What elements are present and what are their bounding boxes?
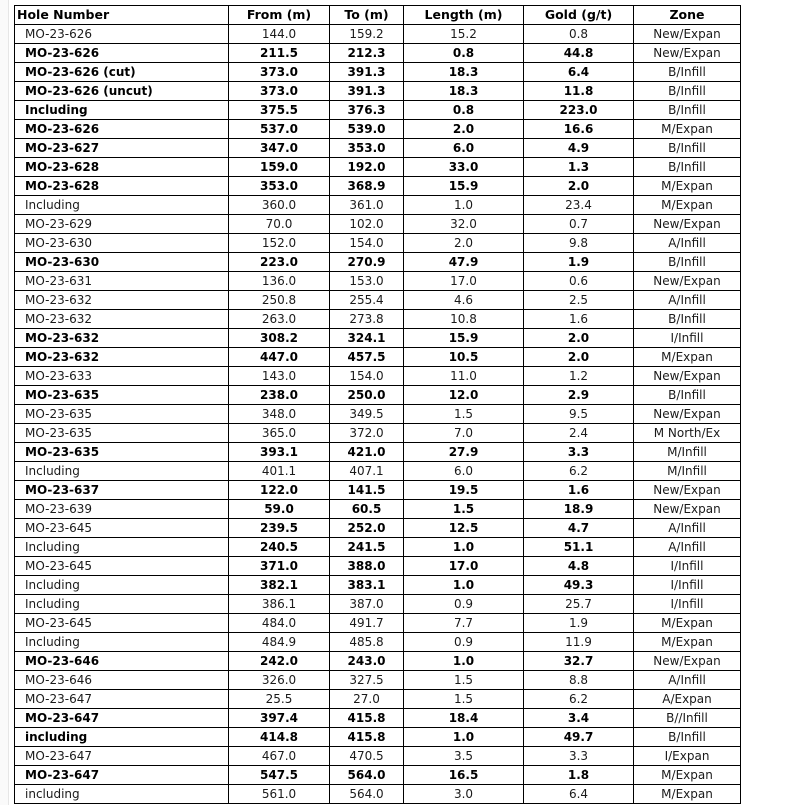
page-left-edge [0, 0, 9, 805]
from-cell: 238.0 [229, 386, 330, 405]
zone-cell: New/Expan [634, 25, 741, 44]
gold-cell: 2.0 [524, 329, 634, 348]
gold-cell: 1.6 [524, 310, 634, 329]
zone-cell: B/Infill [634, 158, 741, 177]
from-cell: 401.1 [229, 462, 330, 481]
length-cell: 17.0 [404, 272, 524, 291]
length-cell: 33.0 [404, 158, 524, 177]
gold-cell: 2.5 [524, 291, 634, 310]
table-row [15, 177, 741, 196]
to-cell: 255.4 [330, 291, 404, 310]
table-row [15, 728, 741, 747]
gold-cell: 1.9 [524, 614, 634, 633]
zone-cell: B/Infill [634, 728, 741, 747]
gold-cell: 11.9 [524, 633, 634, 652]
from-cell: 373.0 [229, 82, 330, 101]
to-cell: 192.0 [330, 158, 404, 177]
table-row [15, 633, 741, 652]
zone-cell: I/Infill [634, 595, 741, 614]
zone-cell: M/Expan [634, 348, 741, 367]
length-cell: 1.5 [404, 500, 524, 519]
hole-cell: including [15, 728, 229, 747]
to-cell: 539.0 [330, 120, 404, 139]
table-row [15, 272, 741, 291]
to-cell: 252.0 [330, 519, 404, 538]
zone-cell: I/Expan [634, 747, 741, 766]
zone-cell: M/Expan [634, 785, 741, 804]
header-length: Length (m) [404, 6, 524, 25]
from-cell: 484.9 [229, 633, 330, 652]
zone-cell: A/Infill [634, 234, 741, 253]
hole-cell: MO-23-632 [15, 291, 229, 310]
zone-cell: M/Expan [634, 120, 741, 139]
hole-cell: MO-23-635 [15, 424, 229, 443]
from-cell: 375.5 [229, 101, 330, 120]
to-cell: 407.1 [330, 462, 404, 481]
length-cell: 7.0 [404, 424, 524, 443]
zone-cell: New/Expan [634, 215, 741, 234]
table-row [15, 785, 741, 804]
zone-cell: A/Infill [634, 538, 741, 557]
length-cell: 3.0 [404, 785, 524, 804]
length-cell: 17.0 [404, 557, 524, 576]
zone-cell: M/Expan [634, 196, 741, 215]
gold-cell: 6.2 [524, 690, 634, 709]
from-cell: 239.5 [229, 519, 330, 538]
hole-cell: MO-23-647 [15, 690, 229, 709]
hole-cell: MO-23-635 [15, 386, 229, 405]
header-from: From (m) [229, 6, 330, 25]
to-cell: 159.2 [330, 25, 404, 44]
header-hole-number: Hole Number [15, 6, 229, 25]
length-cell: 12.5 [404, 519, 524, 538]
table-row [15, 595, 741, 614]
zone-cell: A/Infill [634, 519, 741, 538]
gold-cell: 3.3 [524, 747, 634, 766]
from-cell: 70.0 [229, 215, 330, 234]
to-cell: 372.0 [330, 424, 404, 443]
length-cell: 4.6 [404, 291, 524, 310]
table-row [15, 519, 741, 538]
to-cell: 491.7 [330, 614, 404, 633]
hole-cell: MO-23-645 [15, 519, 229, 538]
table-row [15, 709, 741, 728]
table-row [15, 215, 741, 234]
to-cell: 153.0 [330, 272, 404, 291]
hole-cell: Including [15, 462, 229, 481]
hole-cell: MO-23-646 [15, 652, 229, 671]
zone-cell: M/Expan [634, 766, 741, 785]
zone-cell: New/Expan [634, 481, 741, 500]
zone-cell: New/Expan [634, 272, 741, 291]
from-cell: 242.0 [229, 652, 330, 671]
table-row [15, 196, 741, 215]
gold-cell: 0.7 [524, 215, 634, 234]
from-cell: 144.0 [229, 25, 330, 44]
to-cell: 273.8 [330, 310, 404, 329]
table-row [15, 462, 741, 481]
hole-cell: MO-23-630 [15, 234, 229, 253]
from-cell: 382.1 [229, 576, 330, 595]
length-cell: 18.4 [404, 709, 524, 728]
zone-cell: I/Infill [634, 557, 741, 576]
length-cell: 12.0 [404, 386, 524, 405]
gold-cell: 4.8 [524, 557, 634, 576]
gold-cell: 2.0 [524, 177, 634, 196]
zone-cell: New/Expan [634, 500, 741, 519]
table-row [15, 120, 741, 139]
to-cell: 564.0 [330, 785, 404, 804]
gold-cell: 2.0 [524, 348, 634, 367]
table-row [15, 253, 741, 272]
table-row [15, 63, 741, 82]
zone-cell: B/Infill [634, 63, 741, 82]
zone-cell: B//Infill [634, 709, 741, 728]
table-row [15, 443, 741, 462]
zone-cell: I/Infill [634, 576, 741, 595]
from-cell: 467.0 [229, 747, 330, 766]
to-cell: 415.8 [330, 709, 404, 728]
from-cell: 353.0 [229, 177, 330, 196]
hole-cell: MO-23-628 [15, 177, 229, 196]
to-cell: 327.5 [330, 671, 404, 690]
from-cell: 373.0 [229, 63, 330, 82]
to-cell: 250.0 [330, 386, 404, 405]
length-cell: 10.5 [404, 348, 524, 367]
gold-cell: 9.8 [524, 234, 634, 253]
to-cell: 421.0 [330, 443, 404, 462]
gold-cell: 18.9 [524, 500, 634, 519]
length-cell: 1.0 [404, 728, 524, 747]
length-cell: 18.3 [404, 63, 524, 82]
from-cell: 308.2 [229, 329, 330, 348]
length-cell: 11.0 [404, 367, 524, 386]
header-zone: Zone [634, 6, 741, 25]
hole-cell: Including [15, 576, 229, 595]
zone-cell: M/Expan [634, 614, 741, 633]
hole-cell: MO-23-645 [15, 557, 229, 576]
length-cell: 0.8 [404, 101, 524, 120]
to-cell: 102.0 [330, 215, 404, 234]
to-cell: 470.5 [330, 747, 404, 766]
hole-cell: MO-23-626 (uncut) [15, 82, 229, 101]
length-cell: 1.0 [404, 196, 524, 215]
from-cell: 561.0 [229, 785, 330, 804]
from-cell: 484.0 [229, 614, 330, 633]
table-row [15, 367, 741, 386]
zone-cell: I/Infill [634, 329, 741, 348]
table-row [15, 25, 741, 44]
from-cell: 360.0 [229, 196, 330, 215]
gold-cell: 25.7 [524, 595, 634, 614]
hole-cell: MO-23-626 [15, 25, 229, 44]
length-cell: 10.8 [404, 310, 524, 329]
gold-cell: 6.2 [524, 462, 634, 481]
gold-cell: 3.3 [524, 443, 634, 462]
header-to: To (m) [330, 6, 404, 25]
table-row [15, 557, 741, 576]
hole-cell: MO-23-645 [15, 614, 229, 633]
to-cell: 353.0 [330, 139, 404, 158]
to-cell: 361.0 [330, 196, 404, 215]
table-row [15, 671, 741, 690]
to-cell: 368.9 [330, 177, 404, 196]
hole-cell: MO-23-637 [15, 481, 229, 500]
hole-cell: MO-23-626 (cut) [15, 63, 229, 82]
hole-cell: MO-23-626 [15, 44, 229, 63]
hole-cell: Including [15, 538, 229, 557]
hole-cell: MO-23-627 [15, 139, 229, 158]
length-cell: 47.9 [404, 253, 524, 272]
hole-cell: MO-23-631 [15, 272, 229, 291]
hole-cell: MO-23-632 [15, 348, 229, 367]
hole-cell: Including [15, 633, 229, 652]
from-cell: 159.0 [229, 158, 330, 177]
zone-cell: A/Infill [634, 291, 741, 310]
table-row [15, 158, 741, 177]
to-cell: 154.0 [330, 367, 404, 386]
from-cell: 223.0 [229, 253, 330, 272]
length-cell: 1.5 [404, 405, 524, 424]
from-cell: 136.0 [229, 272, 330, 291]
hole-cell: MO-23-626 [15, 120, 229, 139]
length-cell: 1.0 [404, 538, 524, 557]
to-cell: 457.5 [330, 348, 404, 367]
gold-cell: 8.8 [524, 671, 634, 690]
table-row [15, 405, 741, 424]
table-row [15, 614, 741, 633]
drill-results-table [14, 5, 741, 804]
hole-cell: MO-23-628 [15, 158, 229, 177]
gold-cell: 2.9 [524, 386, 634, 405]
hole-cell: Including [15, 101, 229, 120]
zone-cell: A/Infill [634, 671, 741, 690]
zone-cell: New/Expan [634, 652, 741, 671]
length-cell: 2.0 [404, 234, 524, 253]
table-row [15, 576, 741, 595]
gold-cell: 223.0 [524, 101, 634, 120]
from-cell: 447.0 [229, 348, 330, 367]
hole-cell: MO-23-630 [15, 253, 229, 272]
length-cell: 16.5 [404, 766, 524, 785]
gold-cell: 1.8 [524, 766, 634, 785]
from-cell: 122.0 [229, 481, 330, 500]
length-cell: 7.7 [404, 614, 524, 633]
from-cell: 25.5 [229, 690, 330, 709]
to-cell: 564.0 [330, 766, 404, 785]
length-cell: 15.9 [404, 177, 524, 196]
length-cell: 0.9 [404, 595, 524, 614]
to-cell: 485.8 [330, 633, 404, 652]
hole-cell: Including [15, 196, 229, 215]
table-row [15, 291, 741, 310]
gold-cell: 23.4 [524, 196, 634, 215]
table-row [15, 424, 741, 443]
table-row [15, 139, 741, 158]
length-cell: 15.9 [404, 329, 524, 348]
gold-cell: 4.9 [524, 139, 634, 158]
gold-cell: 9.5 [524, 405, 634, 424]
zone-cell: B/Infill [634, 101, 741, 120]
gold-cell: 2.4 [524, 424, 634, 443]
length-cell: 18.3 [404, 82, 524, 101]
hole-cell: MO-23-647 [15, 747, 229, 766]
hole-cell: MO-23-647 [15, 709, 229, 728]
gold-cell: 1.3 [524, 158, 634, 177]
length-cell: 2.0 [404, 120, 524, 139]
gold-cell: 6.4 [524, 63, 634, 82]
length-cell: 1.0 [404, 576, 524, 595]
to-cell: 154.0 [330, 234, 404, 253]
hole-cell: MO-23-647 [15, 766, 229, 785]
length-cell: 6.0 [404, 462, 524, 481]
length-cell: 1.5 [404, 690, 524, 709]
zone-cell: M/Expan [634, 177, 741, 196]
table-row [15, 44, 741, 63]
zone-cell: B/Infill [634, 253, 741, 272]
zone-cell: B/Infill [634, 386, 741, 405]
to-cell: 60.5 [330, 500, 404, 519]
length-cell: 0.9 [404, 633, 524, 652]
gold-cell: 1.6 [524, 481, 634, 500]
to-cell: 391.3 [330, 82, 404, 101]
hole-cell: MO-23-639 [15, 500, 229, 519]
length-cell: 27.9 [404, 443, 524, 462]
hole-cell: MO-23-632 [15, 310, 229, 329]
hole-cell: MO-23-632 [15, 329, 229, 348]
hole-cell: MO-23-635 [15, 443, 229, 462]
gold-cell: 51.1 [524, 538, 634, 557]
gold-cell: 49.7 [524, 728, 634, 747]
table-row [15, 348, 741, 367]
zone-cell: M North/Ex [634, 424, 741, 443]
length-cell: 3.5 [404, 747, 524, 766]
length-cell: 15.2 [404, 25, 524, 44]
gold-cell: 0.6 [524, 272, 634, 291]
table-row [15, 538, 741, 557]
table-row [15, 101, 741, 120]
to-cell: 349.5 [330, 405, 404, 424]
to-cell: 324.1 [330, 329, 404, 348]
table-row [15, 329, 741, 348]
from-cell: 152.0 [229, 234, 330, 253]
table-row [15, 690, 741, 709]
zone-cell: A/Expan [634, 690, 741, 709]
gold-cell: 16.6 [524, 120, 634, 139]
to-cell: 243.0 [330, 652, 404, 671]
from-cell: 371.0 [229, 557, 330, 576]
to-cell: 270.9 [330, 253, 404, 272]
zone-cell: New/Expan [634, 367, 741, 386]
to-cell: 415.8 [330, 728, 404, 747]
from-cell: 250.8 [229, 291, 330, 310]
gold-cell: 4.7 [524, 519, 634, 538]
zone-cell: B/Infill [634, 82, 741, 101]
zone-cell: M/Infill [634, 462, 741, 481]
from-cell: 59.0 [229, 500, 330, 519]
hole-cell: MO-23-635 [15, 405, 229, 424]
to-cell: 391.3 [330, 63, 404, 82]
table-row [15, 82, 741, 101]
hole-cell: including [15, 785, 229, 804]
gold-cell: 0.8 [524, 25, 634, 44]
from-cell: 211.5 [229, 44, 330, 63]
gold-cell: 44.8 [524, 44, 634, 63]
from-cell: 393.1 [229, 443, 330, 462]
length-cell: 1.5 [404, 671, 524, 690]
header-gold: Gold (g/t) [524, 6, 634, 25]
from-cell: 347.0 [229, 139, 330, 158]
hole-cell: MO-23-646 [15, 671, 229, 690]
hole-cell: MO-23-629 [15, 215, 229, 234]
to-cell: 387.0 [330, 595, 404, 614]
from-cell: 537.0 [229, 120, 330, 139]
from-cell: 547.5 [229, 766, 330, 785]
to-cell: 141.5 [330, 481, 404, 500]
gold-cell: 1.9 [524, 253, 634, 272]
from-cell: 414.8 [229, 728, 330, 747]
to-cell: 212.3 [330, 44, 404, 63]
from-cell: 326.0 [229, 671, 330, 690]
gold-cell: 11.8 [524, 82, 634, 101]
zone-cell: New/Expan [634, 405, 741, 424]
from-cell: 348.0 [229, 405, 330, 424]
to-cell: 388.0 [330, 557, 404, 576]
from-cell: 365.0 [229, 424, 330, 443]
from-cell: 240.5 [229, 538, 330, 557]
table-row [15, 652, 741, 671]
to-cell: 27.0 [330, 690, 404, 709]
table-row [15, 481, 741, 500]
table-row [15, 500, 741, 519]
table-row [15, 310, 741, 329]
header-row [15, 6, 741, 25]
gold-cell: 49.3 [524, 576, 634, 595]
length-cell: 0.8 [404, 44, 524, 63]
length-cell: 6.0 [404, 139, 524, 158]
zone-cell: New/Expan [634, 44, 741, 63]
zone-cell: B/Infill [634, 310, 741, 329]
table-row [15, 766, 741, 785]
length-cell: 1.0 [404, 652, 524, 671]
from-cell: 386.1 [229, 595, 330, 614]
table-row [15, 234, 741, 253]
zone-cell: M/Infill [634, 443, 741, 462]
table-row [15, 747, 741, 766]
zone-cell: M/Expan [634, 633, 741, 652]
gold-cell: 32.7 [524, 652, 634, 671]
length-cell: 19.5 [404, 481, 524, 500]
to-cell: 241.5 [330, 538, 404, 557]
hole-cell: MO-23-633 [15, 367, 229, 386]
from-cell: 143.0 [229, 367, 330, 386]
from-cell: 263.0 [229, 310, 330, 329]
zone-cell: B/Infill [634, 139, 741, 158]
length-cell: 32.0 [404, 215, 524, 234]
gold-cell: 6.4 [524, 785, 634, 804]
table-row [15, 386, 741, 405]
gold-cell: 3.4 [524, 709, 634, 728]
hole-cell: Including [15, 595, 229, 614]
to-cell: 383.1 [330, 576, 404, 595]
gold-cell: 1.2 [524, 367, 634, 386]
from-cell: 397.4 [229, 709, 330, 728]
to-cell: 376.3 [330, 101, 404, 120]
